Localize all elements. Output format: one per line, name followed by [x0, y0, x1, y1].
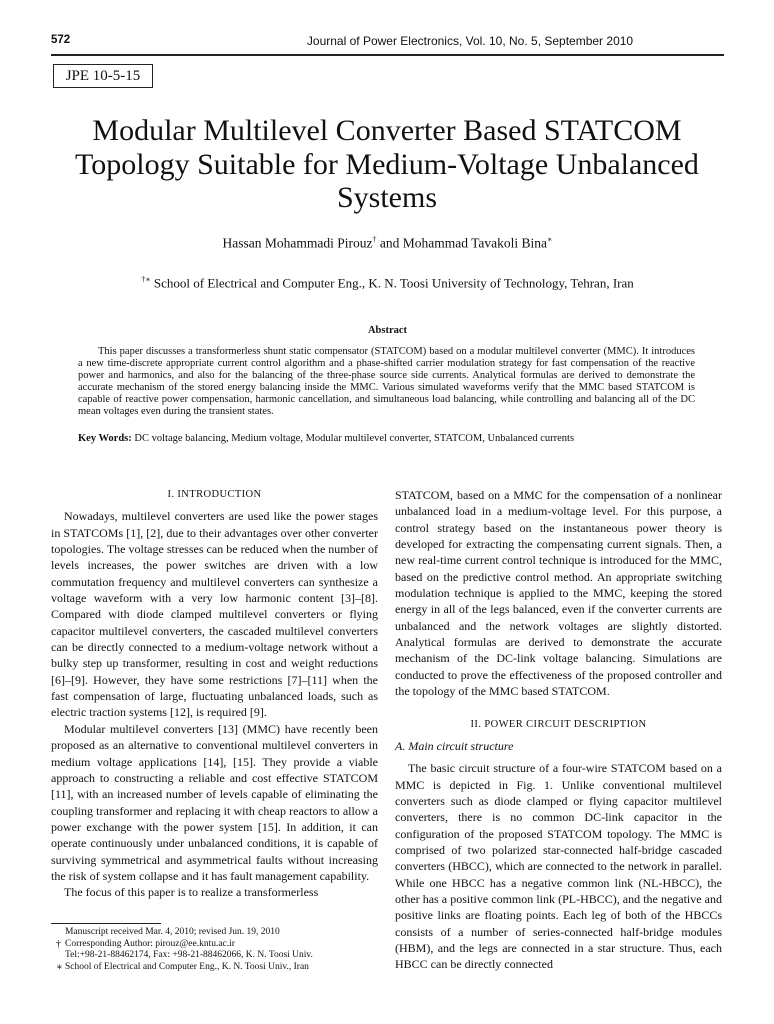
footnote-school: ∗ School of Electrical and Computer Eng., K. N. Toosi Univ., Iran [56, 961, 309, 973]
jpe-code-box: JPE 10-5-15 [53, 64, 153, 88]
keywords-list: DC voltage balancing, Medium voltage, Modular multilevel converter, STATCOM, Unbalanced currents [131, 433, 575, 444]
author-line [51, 235, 724, 252]
paragraph: STATCOM, based on a MMC for the compensation of a nonlinear unbalanced load in a medium-voltage level. For this purpose, a control strategy based on the instantaneous power theory is developed for extracting the compensating current signals. Then, a new real-time current control technique is introduced for the MMC, based on the predictive control method. An appropriate switching modulation technique is applied to the MMC, keeping the stored energy in all of the legs balanced, even if the converter currents are unbalanced and the network voltages are slightly distorted. Analytical formulas are derived to demonstrate the accurate mechanism of the DC-link voltage balancing. Simulations are conducted to prove the effectiveness of the proposed controller and the topology of the MMC based STATCOM. [395, 488, 722, 699]
subsection-heading: A. Main circuit structure [395, 738, 514, 753]
abstract-body: This paper discusses a transformerless shunt static compensator (STATCOM) based on a modular multilevel converter (MMC). It introduces a new time-discrete appropriate current control algorithm and a phase-shifted carrier modulation strategy for fast compensation of the reactive power and harmonics, and also for the balancing of the three-phase source side currents. Analytical formulas are derived to demonstrate the accurate mechanism of the stored energy balancing inside the MMC. Various simulated waveforms verify that the MMC based STATCOM is capable of reactive power compensation, harmonic cancellation, and simultaneous load balancing, while controlling and balancing all of the DC mean voltages even during the transient states. [78, 346, 695, 417]
header-divider [51, 54, 724, 56]
section-heading-introduction: I. INTRODUCTION [167, 489, 262, 500]
paragraph: The focus of this paper is to realize a transformerless [64, 885, 319, 900]
keywords [78, 433, 708, 444]
left-column [51, 487, 378, 901]
keywords-label: Key Words: [78, 433, 132, 444]
affiliation-text: School of Electrical and Computer Eng., K. N. Toosi University of Technology, Tehran, Iran [150, 275, 634, 291]
affiliation-marks: †∗ [141, 275, 151, 284]
journal-header: Journal of Power Electronics, Vol. 10, No. 5, September 2010 [306, 34, 634, 48]
author-mark: † [372, 235, 377, 244]
footnote-received: Manuscript received Mar. 4, 2010; revised Jun. 19, 2010 [65, 927, 280, 937]
author-name: Hassan Mohammadi Pirouz [222, 235, 373, 251]
paragraph: Modular multilevel converters [13] (MMC) have recently been proposed as an alternative to conventional multilevel converters in medium voltage applications [14], [15]. They provide a viable approach to constructing a reliable and cost effective STATCOM [11], with an increased number of levels capable of eliminating the coupling transformer and replacing it with cheap reactors to allow a power exchange with the power system [15]. In addition, it can operate continuously under unbalanced conditions, it is capable of surviving symmetrical and asymmetrical faults without increasing the risk of system collapse and it has fault management capability. [51, 721, 378, 883]
footnote-divider [51, 923, 161, 924]
affiliation [51, 275, 724, 291]
right-column [395, 487, 722, 973]
footnotes [51, 927, 378, 973]
page-number: 572 [51, 34, 71, 46]
footnote-corresponding: † Corresponding Author: pirouz@ee.kntu.ac.ir [56, 938, 235, 950]
abstract-heading: Abstract [367, 325, 408, 336]
paragraph: The basic circuit structure of a four-wire STATCOM based on a MMC is depicted in Fig. 1. Unlike conventional multilevel converters such as diode clamped or flying capacitor multilevel converters, there is no common DC-link capacitor in the configuration of the proposed STATCOM topology. The MMC is comprised of two polarized star-connected half-bridge cascaded converters (HBCC), which are connected to the network in parallel. While one HBCC has a negative common link (NL-HBCC), the other has a positive common link (PL-HBCC), and the negative and positive links are floating points. Each leg of both of the HBCCs consists of a number of series-connected half-bridge modules (HBM), and the legs are connected in a star structure. Thus, each HBCC can be directly connected [395, 761, 722, 972]
footnote-contact: Tel:+98-21-88462174, Fax: +98-21-88462066, K. N. Toosi Univ. [65, 950, 313, 961]
section-heading-power-circuit: II. POWER CIRCUIT DESCRIPTION [470, 719, 647, 731]
author-mark: ∗ [547, 235, 553, 244]
paper-title: Modular Multilevel Converter Based STATCOM Topology Suitable for Medium-Voltage Unbalanced Systems [75, 114, 699, 214]
author-name: Mohammad Tavakoli Bina [402, 235, 548, 251]
paragraph: Nowadays, multilevel converters are used like the power stages in STATCOMs [1], [2], due to their advantages over other converter topologies. The voltage stresses can be reduced when the number of levels increases, the power switches are driven with a low commutation frequency and multilevel converters can synthesize a voltage waveform with a very low harmonic content [3]–[8]. Compared with diode clamped multilevel converters or flying capacitor multilevel converters, the cascaded multilevel converters can be directly connected to a medium-voltage network without a bulky step up transformer, resulting in cost and weight reductions [6]–[9]. However, they have some restrictions [7]–[11] when the fast compensation of large, fluctuating unbalanced loads, such as electric traction systems [12], is required [9]. [51, 509, 378, 720]
author-conjunction: and [376, 235, 403, 251]
